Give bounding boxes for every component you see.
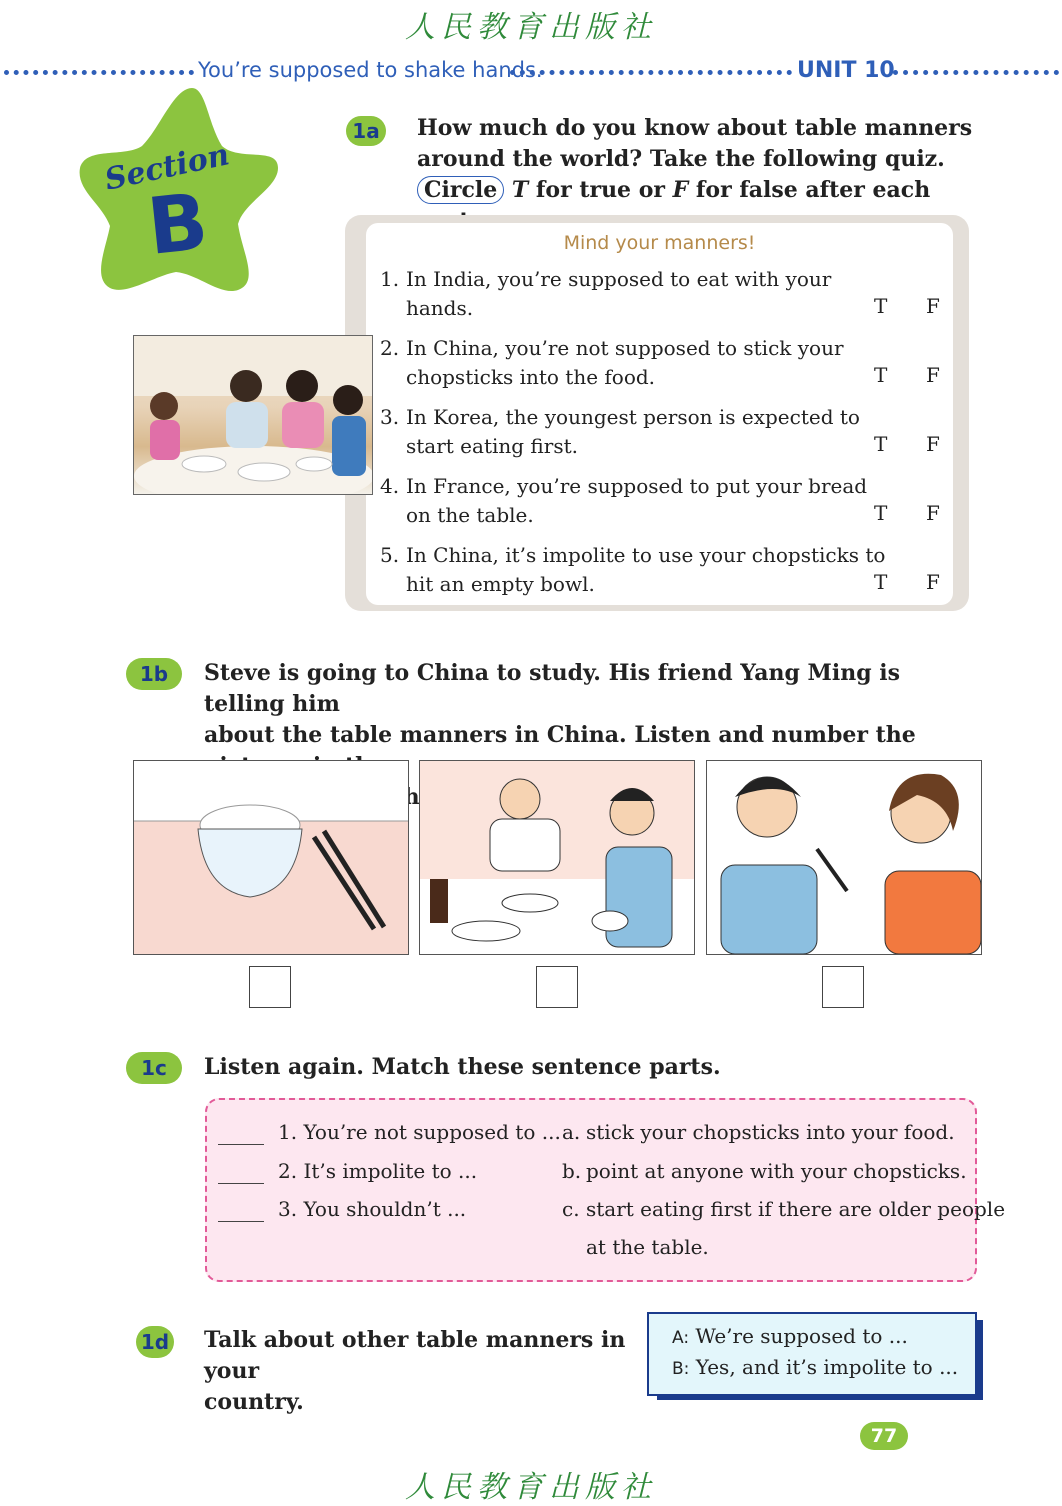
publisher-logo-top: 人民教育出版社 [405, 10, 657, 45]
quiz-list [380, 265, 950, 610]
false-option[interactable]: F [926, 294, 940, 318]
quiz-item-number: 5. [380, 543, 400, 567]
quiz-item-text: In France, you’re supposed to put your bread [406, 474, 868, 498]
speech-b-text: Yes, and it’s impolite to ... [695, 1355, 959, 1379]
exercise-badge-1d: 1d [136, 1326, 174, 1358]
match-right-c-cont: at the table. [586, 1235, 709, 1259]
quiz-item-number: 4. [380, 474, 400, 498]
answer-blank-2[interactable] [218, 1163, 264, 1184]
false-option[interactable]: F [926, 432, 940, 456]
speaker-b-label: B: [672, 1359, 690, 1379]
circle-word: Circle [417, 176, 504, 204]
ex1a-line1: How much do you know about table manners [417, 115, 973, 141]
quiz-item-text: In Korea, the youngest person is expected to [406, 405, 860, 429]
picture-pointing-chopsticks [706, 760, 982, 955]
match-right-letter-b: b. [562, 1159, 582, 1183]
match-right-c: start eating first if there are older people [586, 1197, 1006, 1221]
quiz-title: Mind your manners! [563, 232, 756, 254]
quiz-item-text-cont: start eating first. [406, 434, 578, 458]
quiz-item-text-cont: hit an empty bowl. [406, 572, 595, 596]
header-unit: UNIT 10 [797, 58, 895, 83]
match-right-letter-a: a. [562, 1120, 581, 1144]
ex1c-instruction: Listen again. Match these sentence parts. [204, 1054, 721, 1080]
page-number: 77 [860, 1422, 908, 1450]
false-option[interactable]: F [926, 570, 940, 594]
ex1d-line1: Talk about other table manners in your [204, 1327, 626, 1384]
section-label: Section [101, 137, 233, 198]
speech-a-text: We’re supposed to ... [695, 1324, 908, 1348]
speaker-a-label: A: [672, 1328, 690, 1348]
answer-box-1[interactable] [249, 966, 291, 1008]
answer-blank-1[interactable] [218, 1124, 264, 1145]
match-left-2: 2. It’s impolite to ... [278, 1159, 478, 1183]
ex1b-line2: about the table manners in China. Listen and number the [204, 722, 916, 748]
exercise-badge-1b: 1b [126, 658, 182, 690]
quiz-item [380, 541, 950, 610]
true-option[interactable]: T [874, 363, 888, 387]
ex1b-line1: Steve is going to China to study. His friend Yang Ming is telling him [204, 660, 901, 717]
family-dinner-photo [133, 335, 373, 495]
line3-mid: for true or [528, 177, 673, 203]
quiz-item [380, 265, 950, 334]
quiz-item-text: In China, it’s impolite to use your chopsticks to [406, 543, 886, 567]
match-right-a: stick your chopsticks into your food. [586, 1120, 955, 1144]
exercise-badge-1c: 1c [126, 1052, 182, 1084]
quiz-item [380, 334, 950, 403]
quiz-item-text-cont: chopsticks into the food. [406, 365, 656, 389]
quiz-item-text: In China, you’re not supposed to stick your [406, 336, 844, 360]
match-left-1: 1. You’re not supposed to ... [278, 1120, 561, 1144]
answer-blank-3[interactable] [218, 1201, 264, 1222]
picture-family-meal [419, 760, 695, 955]
match-right-b: point at anyone with your chopsticks. [586, 1159, 967, 1183]
header-dots-right [893, 70, 1059, 81]
line3-end: for false after each [695, 177, 931, 203]
picture-rice-bowl [133, 760, 409, 955]
exercise-badge-1a: 1a [346, 116, 386, 146]
quiz-item-number: 3. [380, 405, 400, 429]
quiz-item [380, 403, 950, 472]
match-left-3: 3. You shouldn’t ... [278, 1197, 467, 1221]
header-dots-mid [510, 70, 792, 81]
header-title: You’re supposed to shake hands. [198, 58, 543, 82]
f-letter: F [672, 177, 689, 203]
publisher-logo-bottom: 人民教育出版社 [405, 1470, 657, 1505]
ex1d-instruction [204, 1325, 644, 1418]
true-option[interactable]: T [874, 294, 888, 318]
speech-b [672, 1355, 958, 1379]
ex1a-line2: around the world? Take the following quiz. [417, 146, 945, 172]
quiz-item-text-cont: hands. [406, 296, 474, 320]
family-dinner-illustration [134, 336, 372, 494]
false-option[interactable]: F [926, 363, 940, 387]
match-right-letter-c: c. [562, 1197, 580, 1221]
quiz-item-text-cont: on the table. [406, 503, 534, 527]
section-letter: B [143, 177, 212, 273]
quiz-item-number: 1. [380, 267, 400, 291]
quiz-item [380, 472, 950, 541]
false-option[interactable]: F [926, 501, 940, 525]
true-option[interactable]: T [874, 432, 888, 456]
quiz-item-text: In India, you’re supposed to eat with your [406, 267, 832, 291]
ex1d-line2: country. [204, 1389, 304, 1415]
true-option[interactable]: T [874, 570, 888, 594]
header-dots-left [4, 70, 194, 81]
answer-box-2[interactable] [536, 966, 578, 1008]
speech-a [672, 1324, 908, 1348]
true-option[interactable]: T [874, 501, 888, 525]
answer-box-3[interactable] [822, 966, 864, 1008]
t-letter: T [511, 177, 529, 203]
quiz-item-number: 2. [380, 336, 400, 360]
